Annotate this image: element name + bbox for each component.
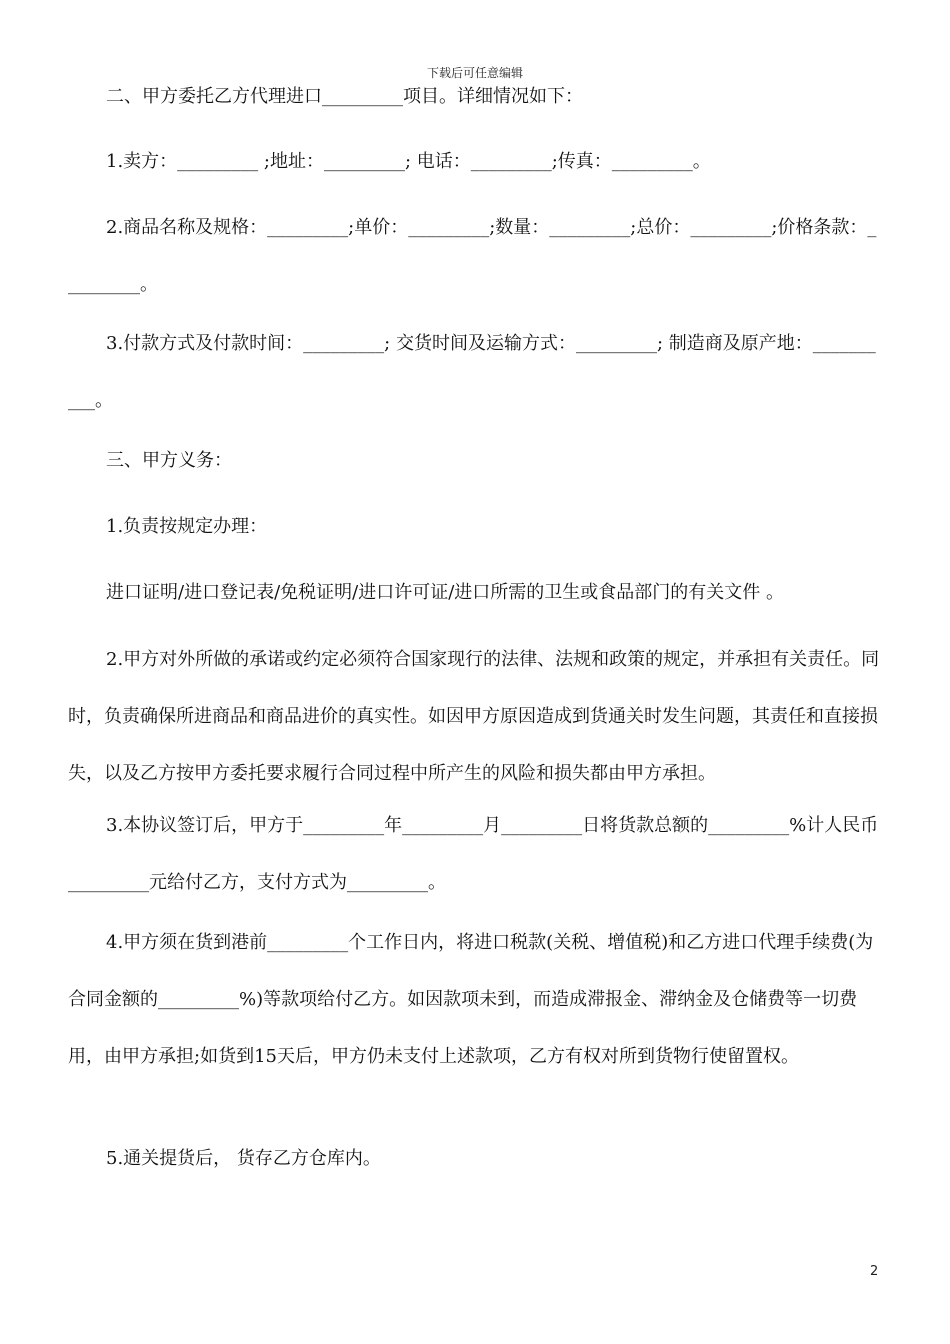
obligation-1-documents: 进口证明/进口登记表/免税证明/进口许可证/进口所需的卫生或食品部门的有关文件 。 xyxy=(106,582,784,603)
section-two-intro: 二、甲方委托乙方代理进口_________项目。详细情况如下： xyxy=(106,86,583,107)
obligation-3: 3.本协议签订后，甲方于_________年_________月_________日将货款总额的_________%计人民币_________元给付乙方，支付方式为_________。 xyxy=(68,815,879,893)
clause-seller: 1.卖方：_________ ;地址：_________; 电话：_________;传真：_________。 xyxy=(106,151,711,172)
obligation-1: 1.负责按规定办理： xyxy=(106,516,268,537)
clause-goods: 2.商品名称及规格：_________;单价：_________;数量：_________;总价：_________;价格条款：_________。 xyxy=(68,217,877,295)
obligation-4: 4.甲方须在货到港前_________个工作日内，将进口税款(关税、增值税)和乙方进口代理手续费(为合同金额的_________%)等款项给付乙方。如因款项未到，而造成滞报金、滞纳金及仓储费等一切费用，由甲方承担;如货到15天后，甲方仍未支付上述款项，乙方有权对所到货物行使留置权。 xyxy=(68,932,874,1067)
header-note: 下载后可任意编辑 xyxy=(426,66,523,80)
section-three-heading: 三、甲方义务： xyxy=(106,450,232,471)
obligation-5: 5.通关提货后， 货存乙方仓库内。 xyxy=(106,1148,381,1169)
clause-payment: 3.付款方式及付款时间：_________; 交货时间及运输方式：_________; 制造商及原产地：__________。 xyxy=(68,333,876,411)
page-number: 2 xyxy=(870,1264,879,1279)
obligation-2: 2.甲方对外所做的承诺或约定必须符合国家现行的法律、法规和政策的规定，并承担有关责任。同时，负责确保所进商品和商品进价的真实性。如因甲方原因造成到货通关时发生问题，其责任和直接损失，以及乙方按甲方委托要求履行合同过程中所产生的风险和损失都由甲方承担。 xyxy=(68,649,880,784)
